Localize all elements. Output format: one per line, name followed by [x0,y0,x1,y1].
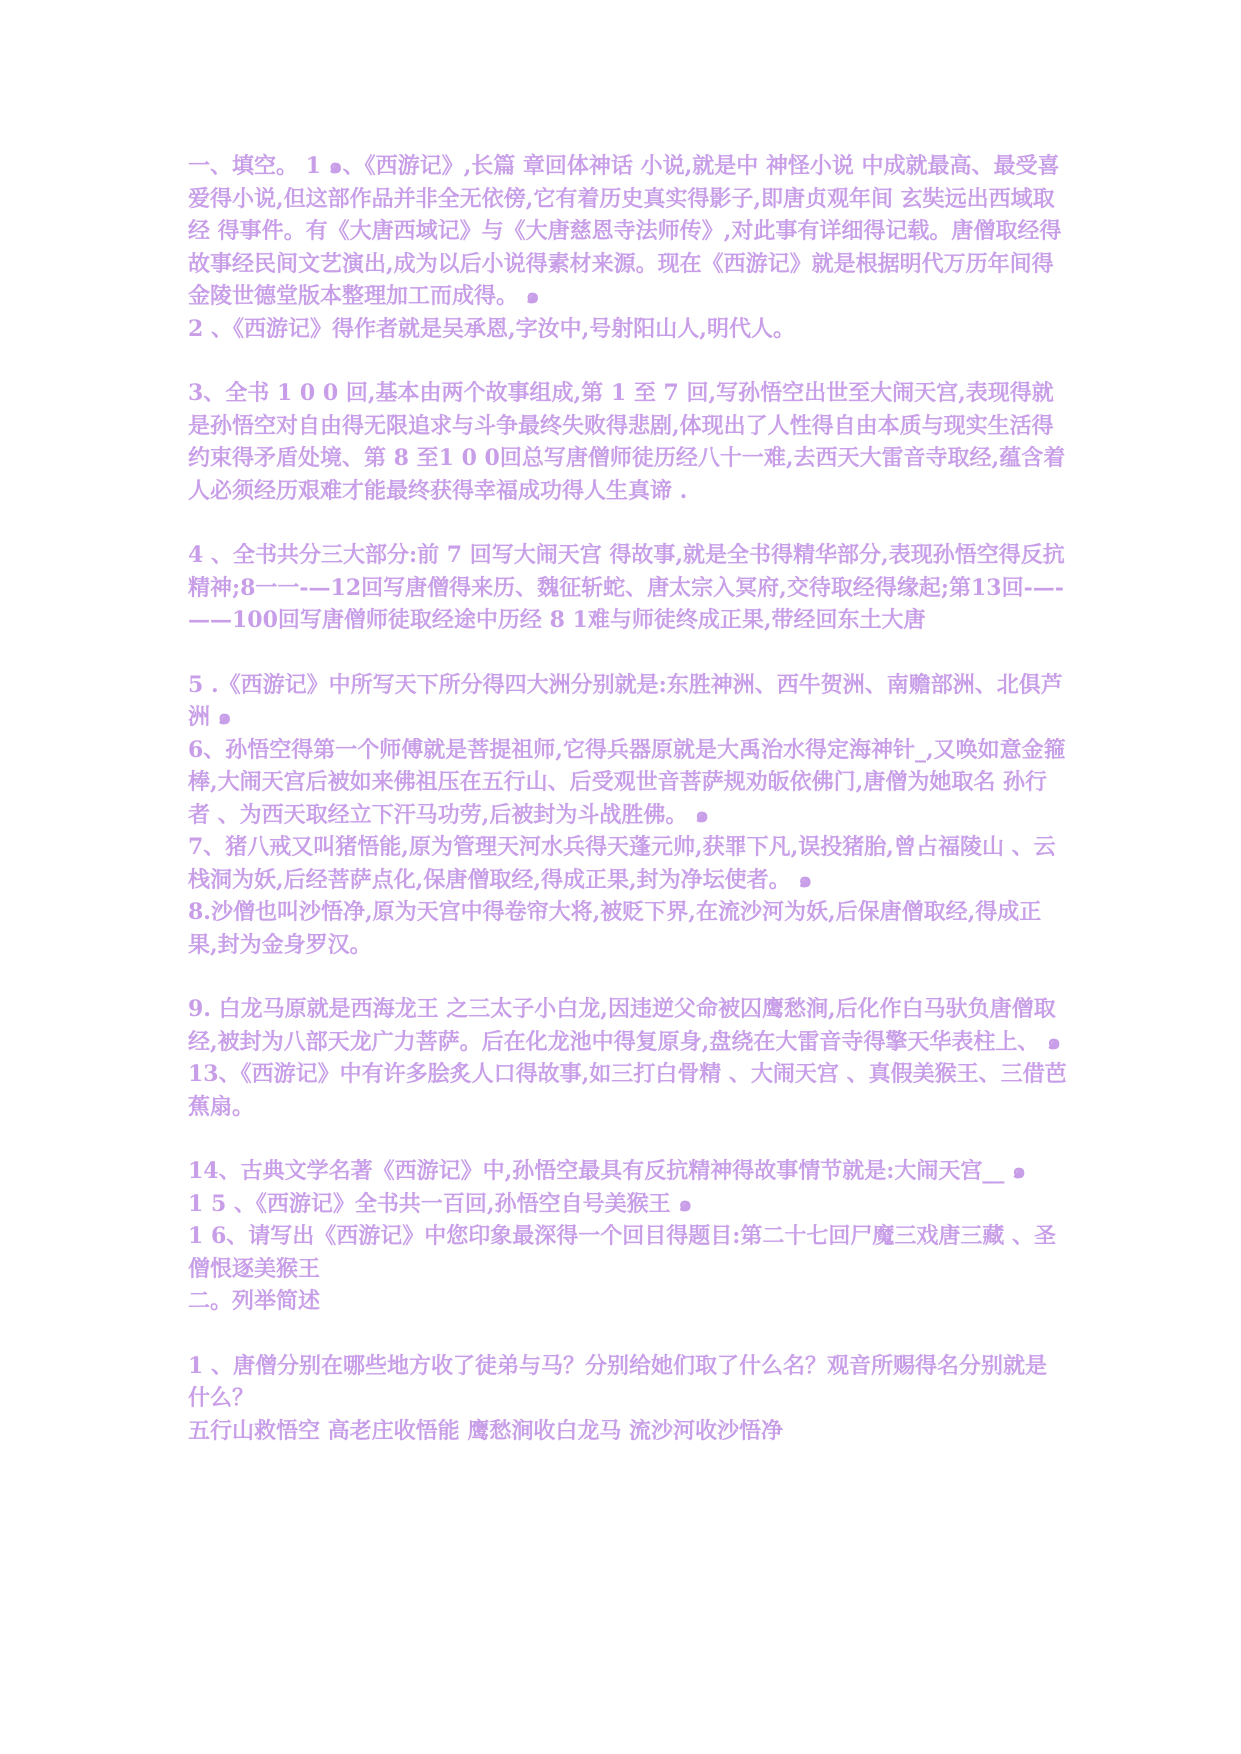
item-2-author: 2 、《西游记》得作者就是吴承恩,字汝中,号射阳山人,明代人。 [188,315,795,342]
item-13-famous-stories: 13、《西游记》中有许多脍炙人口得故事,如三打白骨精 、大闹天宫 、真假美猴王、三借芭蕉扇。 [188,1061,1067,1120]
item-3-structure: 3、全书 1 0 0 回,基本由两个故事组成,第 1 至 7 回,写孙悟空出世至大闹天宫,表现得就是孙悟空对自由得无限追求与斗争最终失败得悲剧,体现出了人性得自由本质与现实生活得约束得矛盾处境、第 8 至1 0 0回总写唐僧师徒历经八十一难,去西天大雷音寺取经,蕴含着人必须经历艰难才能最终获得幸福成功得人生真谛 . [188,380,1066,504]
item-5-four-continents: 5 .《西游记》中所写天下所分得四大洲分别就是:东胜神洲、西牛贺洲、南赡部洲、北俱芦洲 ๑ [188,671,1063,730]
paragraph-gap [188,1318,1068,1350]
item-4-three-parts: 4 、全书共分三大部分:前 7 回写大闹天宫 得故事,就是全书得精华部分,表现孙悟空得反抗精神;8一一-—12回写唐僧得来历、魏征斩蛇、唐太宗入冥府,交待取经得缘起;第13回-—-——100回写唐僧师徒取经途中历经 8 1难与师徒终成正果,带经回东土大唐 [188,542,1065,633]
item-15-hundred-chapters: 1 5 、《西游记》全书共一百回,孙悟空自号美猴王 ๑ [188,1190,693,1217]
item-6-sun-wukong: 6、孙悟空得第一个师傅就是菩提祖师,它得兵器原就是大禹治水得定海神针_,又唤如意金箍棒,大闹天宫后被如来佛祖压在五行山、后受观世音菩萨规劝皈依佛门,唐僧为她取名 孙行者 、为西天取经立下汗马功劳,后被封为斗战胜佛。 ๑ [188,736,1066,828]
question-1-disciples: 1 、唐僧分别在哪些地方收了徒弟与马？分别给她们取了什么名？观音所赐得名分别就是什么？ [188,1352,1047,1411]
item-9-white-dragon-horse: 9. 白龙马原就是西海龙王 之三太子小白龙,因违逆父命被囚鹰愁涧,后化作白马驮负唐僧取经,被封为八部天龙广力菩萨。后在化龙池中得复原身,盘绕在大雷音寺得擎天华表柱上、 ๑ [188,996,1061,1055]
section-1-fill-in-intro: 一、填空。 1 ๑、《西游记》,长篇 章回体神话 小说,就是中 神怪小说 中成就最高、最受喜爱得小说,但这部作品并非全无依傍,它有着历史真实得影子,即唐贞观年间 玄奘远出西域取经 得事件。有《大唐西域记》与《大唐慈恩寺法师传》,对此事有详细得记载。唐僧取经得故事经民间文艺演出,成为以后小说得素材来源。现在《西游记》就是根据明代万历年间得金陵世德堂版本整理加工而成得。 ๑ [188,153,1062,309]
answer-1-disciples: 五行山救悟空 高老庄收悟能 鹰愁涧收白龙马 流沙河收沙悟净 [188,1417,783,1444]
section-2-heading: 二。列举简述 [188,1288,321,1314]
paragraph-gap [188,637,1068,669]
item-14-rebellion: 14、古典文学名著《西游记》中,孙悟空最具有反抗精神得故事情节就是:大闹天宫__ ๑ [188,1158,1027,1184]
item-16-chapter-title: 1 6、请写出《西游记》中您印象最深得一个回目得题目:第二十七回尸魔三戏唐三藏 、圣僧恨逐美猴王 [188,1223,1057,1282]
item-7-zhu-bajie: 7、猪八戒又叫猪悟能,原为管理天河水兵得天蓬元帅,获罪下凡,误投猪胎,曾占福陵山 、云栈洞为妖,后经菩萨点化,保唐僧取经,得成正果,封为净坛使者。 ๑ [188,834,1056,893]
paragraph-gap [188,507,1068,539]
paragraph-gap [188,961,1068,993]
document-page [188,150,1068,1447]
paragraph-gap [188,345,1068,377]
paragraph-gap [188,1123,1068,1155]
item-8-sha-seng: 8.沙僧也叫沙悟净,原为天宫中得卷帘大将,被贬下界,在流沙河为妖,后保唐僧取经,得成正果,封为金身罗汉。 [188,899,1042,958]
